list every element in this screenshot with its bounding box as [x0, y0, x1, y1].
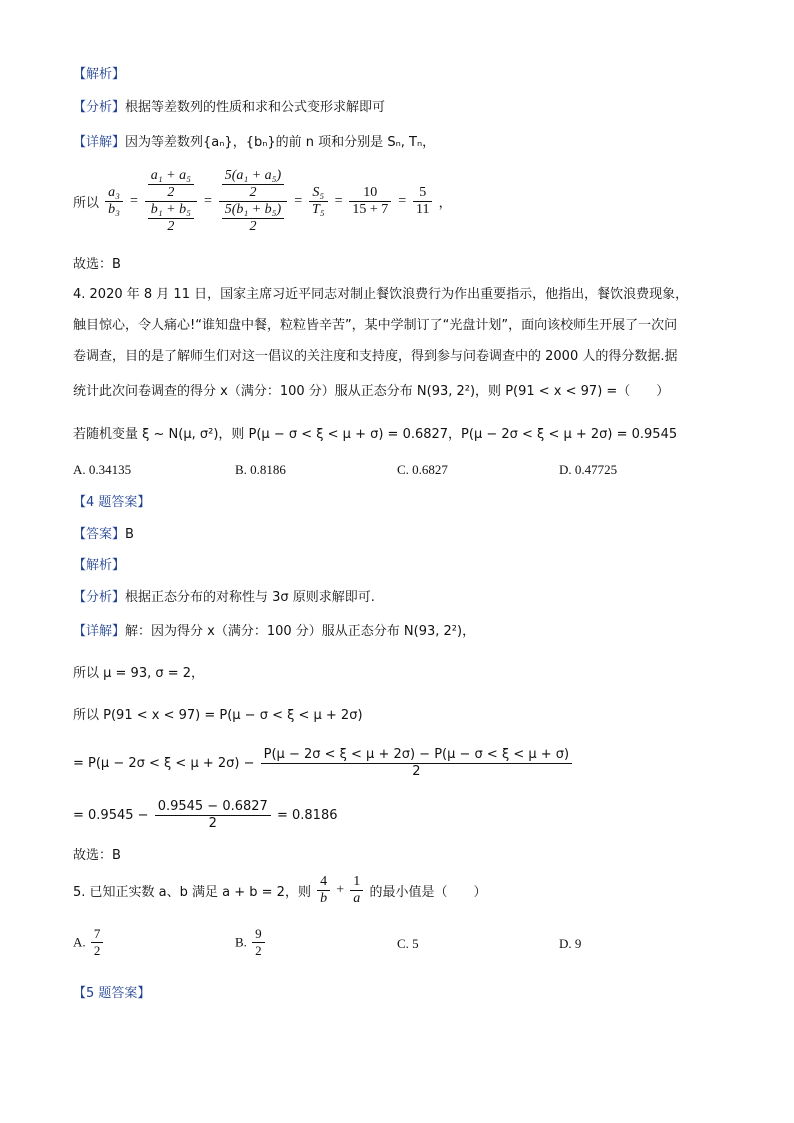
- q4-jiexi: 【解析】: [73, 558, 126, 573]
- q5-option-a: A. $\frac{7}{2}$: [73, 926, 105, 959]
- frac-a3-b3: $\frac{\text{a₃}}{\text{b₃}}$: [105, 185, 123, 218]
- q4-line-5: 若随机变量 ξ ~ N(μ, σ²)，则 P(μ − σ < ξ < μ + σ) = 0.6827，P(μ − 2σ < ξ < μ + 2σ) = 0.9545: [73, 427, 678, 442]
- q4-step-4: = 0.9545 − $\frac{0.9545 - 0.6827}{2}$ = 0.8186: [73, 799, 338, 831]
- xiangjie-tag: 【详解】: [73, 135, 126, 150]
- fenxi-text: 根据等差数列的性质和求和公式变形求解即可: [125, 100, 386, 115]
- guxuan-2: 故选：B: [73, 848, 121, 863]
- q5-option-b: B. $\frac{9}{2}$: [235, 926, 267, 959]
- q5-frac-1-a: $\frac{1}{a}$: [350, 874, 363, 907]
- guxuan-1: 故选：B: [73, 257, 121, 272]
- q4-line-1: 4. 2020 年 8 月 11 日，国家主席习近平同志对制止餐饮浪费行为作出重要指示，他指出，餐饮浪费现象，: [73, 287, 689, 302]
- q4-answer-header: 【4 题答案】: [73, 495, 151, 510]
- q4-line-2: 触目惊心，令人痛心!“谁知盘中餐，粒粒皆辛苦”，某中学制订了“光盘计划”，面向该校师生开展了一次问: [73, 318, 678, 333]
- ratio-formula: 所以 $\frac{\text{a₃}}{\text{b₃}}$ = $\frac{\frac{\text{a₁ + a₅}}{2}}{\frac{\text{b₁ + b₅}}{2}}$ = $\frac{\frac{\text{5(a₁ + a₅)}}{2}}{\frac{\text{5(b₁ + b₅)}}{2}}$ = $\frac{\text{S₅}}{\text{T₅}}$ = $\frac{10}{15 + 7}$ = $\frac{5}{11}$ ，: [73, 168, 452, 234]
- frac-5-11: $\frac{5}{11}$: [413, 185, 432, 218]
- fenxi-line: [73, 99, 385, 117]
- q5-frac-4-b: $\frac{4}{b}$: [317, 874, 330, 907]
- q4-fenxi-line: 【分析】根据正态分布的对称性与 3σ 原则求解即可.: [73, 590, 375, 605]
- frac-10-22: $\frac{10}{15 + 7}$: [349, 185, 391, 218]
- q4-step-3-fraction: $\frac{P(\mu - 2\sigma < \xi < \mu + 2\sigma) - P(\mu - \sigma < \xi < \mu + \sigma)}{2}$: [261, 747, 572, 780]
- q4-line-3: 卷调查，目的是了解师生们对这一倡议的关注度和支持度，得到参与问卷调查中的 2000 人的得分数据.据: [73, 349, 678, 364]
- fenxi-tag: 【分析】: [73, 100, 126, 115]
- q4-option-d: D. 0.47725: [559, 462, 618, 477]
- q4-line-4: 统计此次问卷调查的得分 x（满分：100 分）服从正态分布 N(93, 2²)，则 P(91 < x < 97) =（ ）: [73, 384, 670, 399]
- q4-option-a: A. 0.34135: [73, 462, 132, 477]
- frac-s5-t5: $\frac{\text{S₅}}{\text{T₅}}$: [309, 185, 328, 218]
- q4-step-4-fraction: $\frac{0.9545 - 0.6827}{2}$: [155, 799, 271, 832]
- q4-step-2: 所以 P(91 < x < 97) = P(μ − σ < ξ < μ + 2σ): [73, 708, 363, 723]
- q4-step-1: 所以 μ = 93, σ = 2，: [73, 666, 205, 681]
- frac-compound-1: $\frac{\frac{\text{a₁ + a₅}}{2}}{\frac{\text{b₁ + b₅}}{2}}$: [145, 168, 197, 235]
- q5-answer-header: 【5 题答案】: [73, 986, 151, 1001]
- q4-option-b: B. 0.8186: [235, 462, 286, 477]
- q5-line-1: 5. 已知正实数 a、b 满足 a + b = 2，则 $\frac{4}{b}$ + $\frac{1}{a}$ 的最小值是（ ）: [73, 874, 487, 906]
- q4-step-3: = P(μ − 2σ < ξ < μ + 2σ) − $\frac{P(\mu - 2\sigma < \xi < \mu + 2\sigma) - P(\mu - \sigma < \xi < \mu + \sigma)}{2}$: [73, 747, 574, 780]
- xiangjie-line: [73, 134, 435, 152]
- q5-option-c: C. 5: [397, 936, 419, 951]
- xiangjie-text: 因为等差数列{aₙ}，{bₙ}的前 n 项和分别是 Sₙ, Tₙ，: [125, 135, 436, 150]
- jiexi-label: 【解析】: [73, 67, 126, 82]
- q4-option-c: C. 0.6827: [397, 462, 448, 477]
- q4-answer-line: 【答案】B: [73, 527, 134, 542]
- q4-xiangjie-line: 【详解】解：因为得分 x（满分：100 分）服从正态分布 N(93, 2²)，: [73, 624, 476, 639]
- suoyi-text: 所以: [73, 196, 100, 211]
- frac-compound-2: $\frac{\frac{\text{5(a₁ + a₅)}}{2}}{\frac{\text{5(b₁ + b₅)}}{2}}$: [219, 168, 288, 235]
- q5-option-d: D. 9: [559, 936, 582, 951]
